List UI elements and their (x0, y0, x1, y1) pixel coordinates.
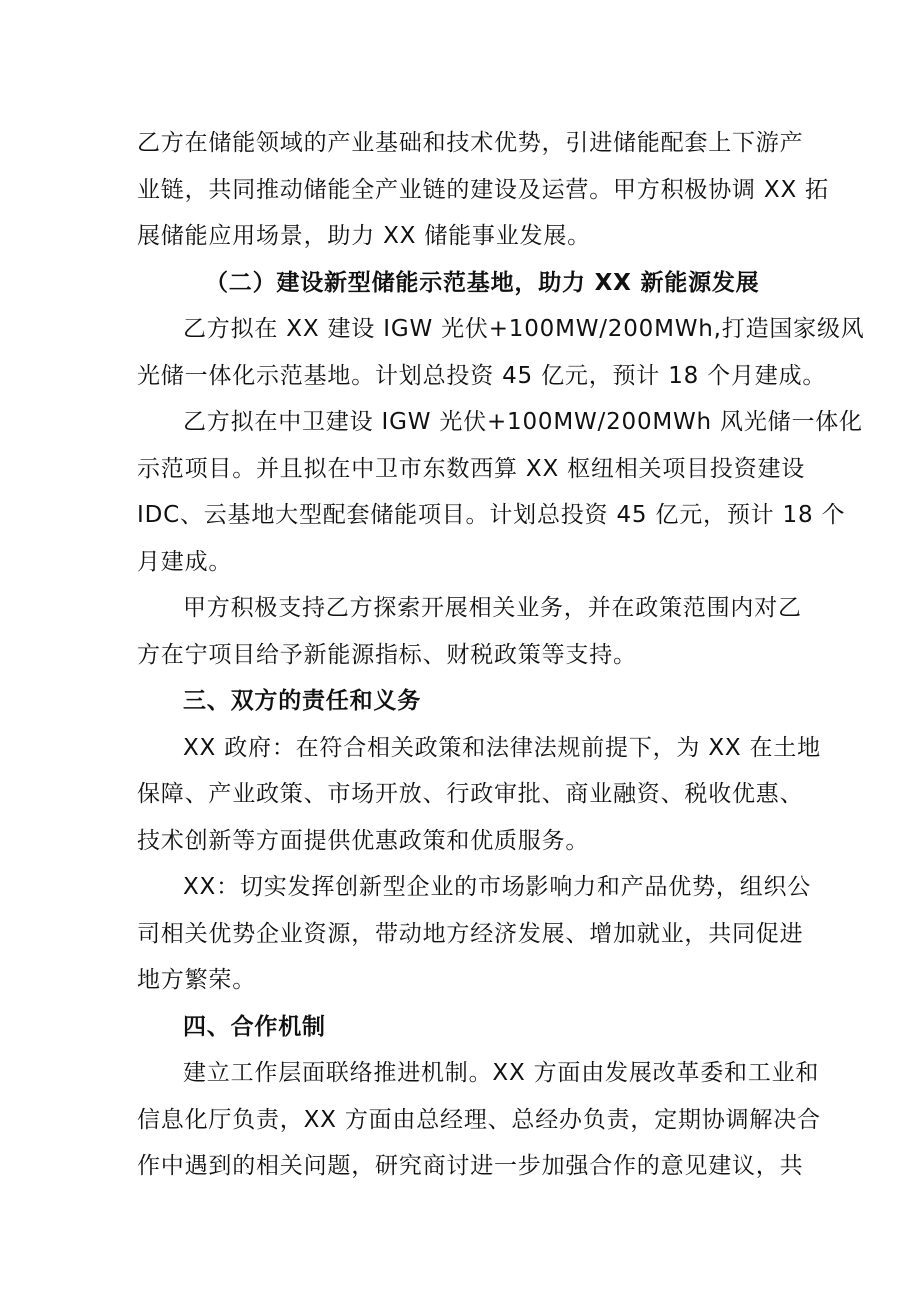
paragraph-line: 乙方在储能领域的产业基础和技术优势，引进储能配套上下游产 (137, 130, 804, 156)
section-heading-3: 三、双方的责任和义务 (183, 688, 421, 714)
section-heading-2: （二）建设新型储能示范基地，助力 XX 新能源发展 (205, 269, 760, 296)
paragraph-line: 作中遇到的相关问题，研究商讨进一步加强合作的意见建议，共 (137, 1153, 804, 1179)
paragraph-line: 建立工作层面联络推进机制。XX 方面由发展改革委和工业和 (183, 1060, 820, 1086)
paragraph-line: 保障、产业政策、市场开放、行政审批、商业融资、税收优惠、 (137, 781, 804, 807)
paragraph-line: 示范项目。并且拟在中卫市东数西算 XX 枢纽相关项目投资建设 (137, 455, 806, 482)
document-body (137, 120, 865, 1190)
paragraph-line: 司相关优势企业资源，带动地方经济发展、增加就业，共同促进 (137, 920, 804, 947)
paragraph-line: 光储一体化示范基地。计划总投资 45 亿元，预计 18 个月建成。 (137, 362, 827, 389)
paragraph-line: 业链，共同推动储能全产业链的建设及运营。甲方积极协调 XX 拓 (137, 176, 829, 203)
paragraph-line: 信息化厅负责，XX 方面由总经理、总经办负责，定期协调解决合 (137, 1106, 821, 1133)
paragraph-line: 乙方拟在 XX 建设 IGW 光伏+100MW/200MWh,打造国家级风 (183, 316, 865, 342)
section-heading-4: 四、合作机制 (183, 1013, 326, 1040)
paragraph-line: 甲方积极支持乙方探索开展相关业务，并在政策范围内对乙 (183, 595, 802, 621)
paragraph-line: 展储能应用场景，助力 XX 储能事业发展。 (137, 223, 591, 249)
paragraph-line: 技术创新等方面提供优惠政策和优质服务。 (137, 827, 590, 854)
paragraph-line: XX 政府：在符合相关政策和法律法规前提下，为 XX 在土地 (183, 734, 821, 761)
paragraph-line: 乙方拟在中卫建设 IGW 光伏+100MW/200MWh 风光储一体化 (183, 409, 863, 435)
paragraph-line: 方在宁项目给予新能源指标、财税政策等支持。 (137, 641, 637, 668)
paragraph-line: IDC、云基地大型配套储能项目。计划总投资 45 亿元，预计 18 个 (137, 502, 846, 528)
paragraph-line: 月建成。 (137, 548, 233, 575)
paragraph-line: 地方繁荣。 (137, 967, 256, 993)
paragraph-line: XX：切实发挥创新型企业的市场影响力和产品优势，组织公 (183, 874, 812, 900)
